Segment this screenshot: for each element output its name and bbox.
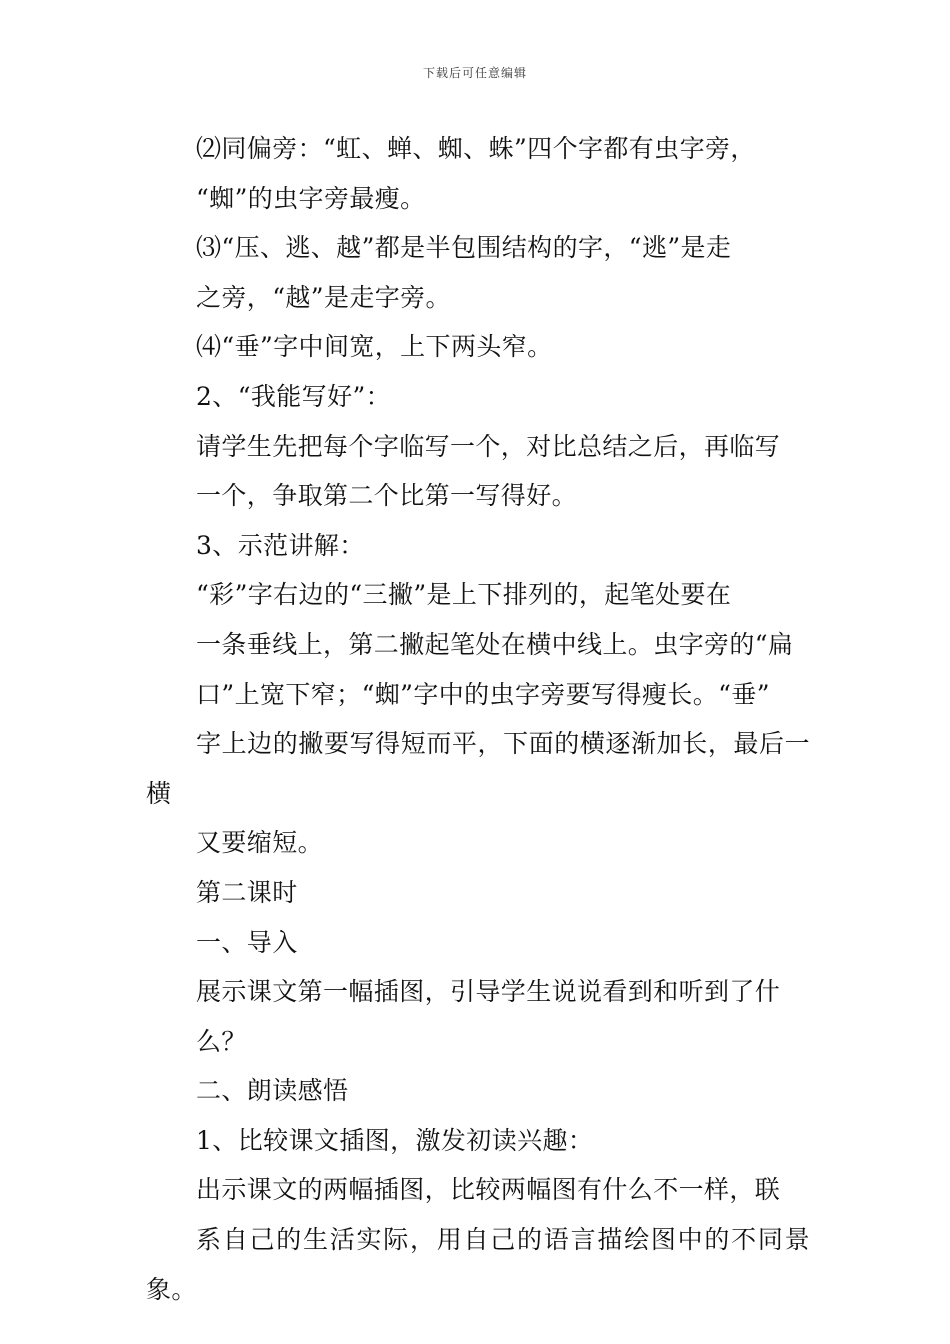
text-line: 一个，争取第二个比第一写得好。: [196, 481, 578, 511]
text-line: 口”上宽下窄；“蜘”字中的虫字旁要写得瘦长。“垂”: [196, 679, 770, 709]
heading-i-can-write-well: [146, 372, 810, 422]
paragraph-compare-illustrations: [146, 1165, 810, 1314]
text-line: 之旁，“越”是走字旁。: [196, 282, 451, 312]
heading-introduction: [146, 918, 810, 968]
text-line: 3、示范讲解：: [196, 530, 365, 560]
text-line: 1、比较课文插图，激发初读兴趣：: [196, 1125, 594, 1155]
paragraph-chui-character: [146, 322, 810, 372]
heading-demonstration: [146, 521, 810, 571]
text-line: 又要缩短。: [196, 828, 324, 858]
text-line: 第二课时: [196, 877, 298, 907]
text-line: 展示课文第一幅插图，引导学生说说看到和听到了什: [196, 977, 781, 1007]
text-line: “蜘”的虫字旁最瘦。: [196, 183, 426, 213]
text-line: 一、导入: [196, 927, 298, 957]
document-body: [146, 124, 810, 1314]
text-line: 一条垂线上，第二撇起笔处在横中线上。虫字旁的“扁: [196, 629, 794, 659]
text-line: 二、朗读感悟: [196, 1076, 349, 1106]
text-line: 2、“我能写好”：: [196, 381, 392, 411]
text-line: 么？: [196, 1026, 247, 1056]
text-line: 出示课文的两幅插图，比较两幅图有什么不一样，联: [196, 1175, 781, 1205]
heading-second-lesson: [146, 868, 810, 918]
text-line: 系自己的生活实际，用自己的语言描绘图中的不同景象。: [146, 1225, 810, 1304]
text-line: 字上边的撇要写得短而平，下面的横逐渐加长，最后一横: [146, 729, 810, 808]
text-line: “彩”字右边的“三撇”是上下排列的，起笔处要在: [196, 580, 732, 610]
heading-reading-comprehension: [146, 1066, 810, 1116]
paragraph-same-radical: [146, 124, 810, 223]
text-line: ⑵同偏旁：“虹、蝉、蜘、蛛”四个字都有虫字旁，: [196, 134, 756, 163]
heading-compare-illustrations: [146, 1116, 810, 1166]
text-line: ⑶“压、逃、越”都是半包围结构的字，“逃”是走: [196, 233, 732, 263]
paragraph-practice-instructions: [146, 422, 810, 521]
paragraph-introduction: [146, 967, 810, 1066]
text-line: ⑷“垂”字中间宽，上下两头窄。: [196, 332, 553, 362]
text-line: 请学生先把每个字临写一个，对比总结之后，再临写: [196, 431, 781, 461]
paragraph-demonstration-details: [146, 570, 810, 868]
paragraph-half-enclosure: [146, 223, 810, 322]
page-header: 下载后可任意编辑: [422, 66, 527, 80]
